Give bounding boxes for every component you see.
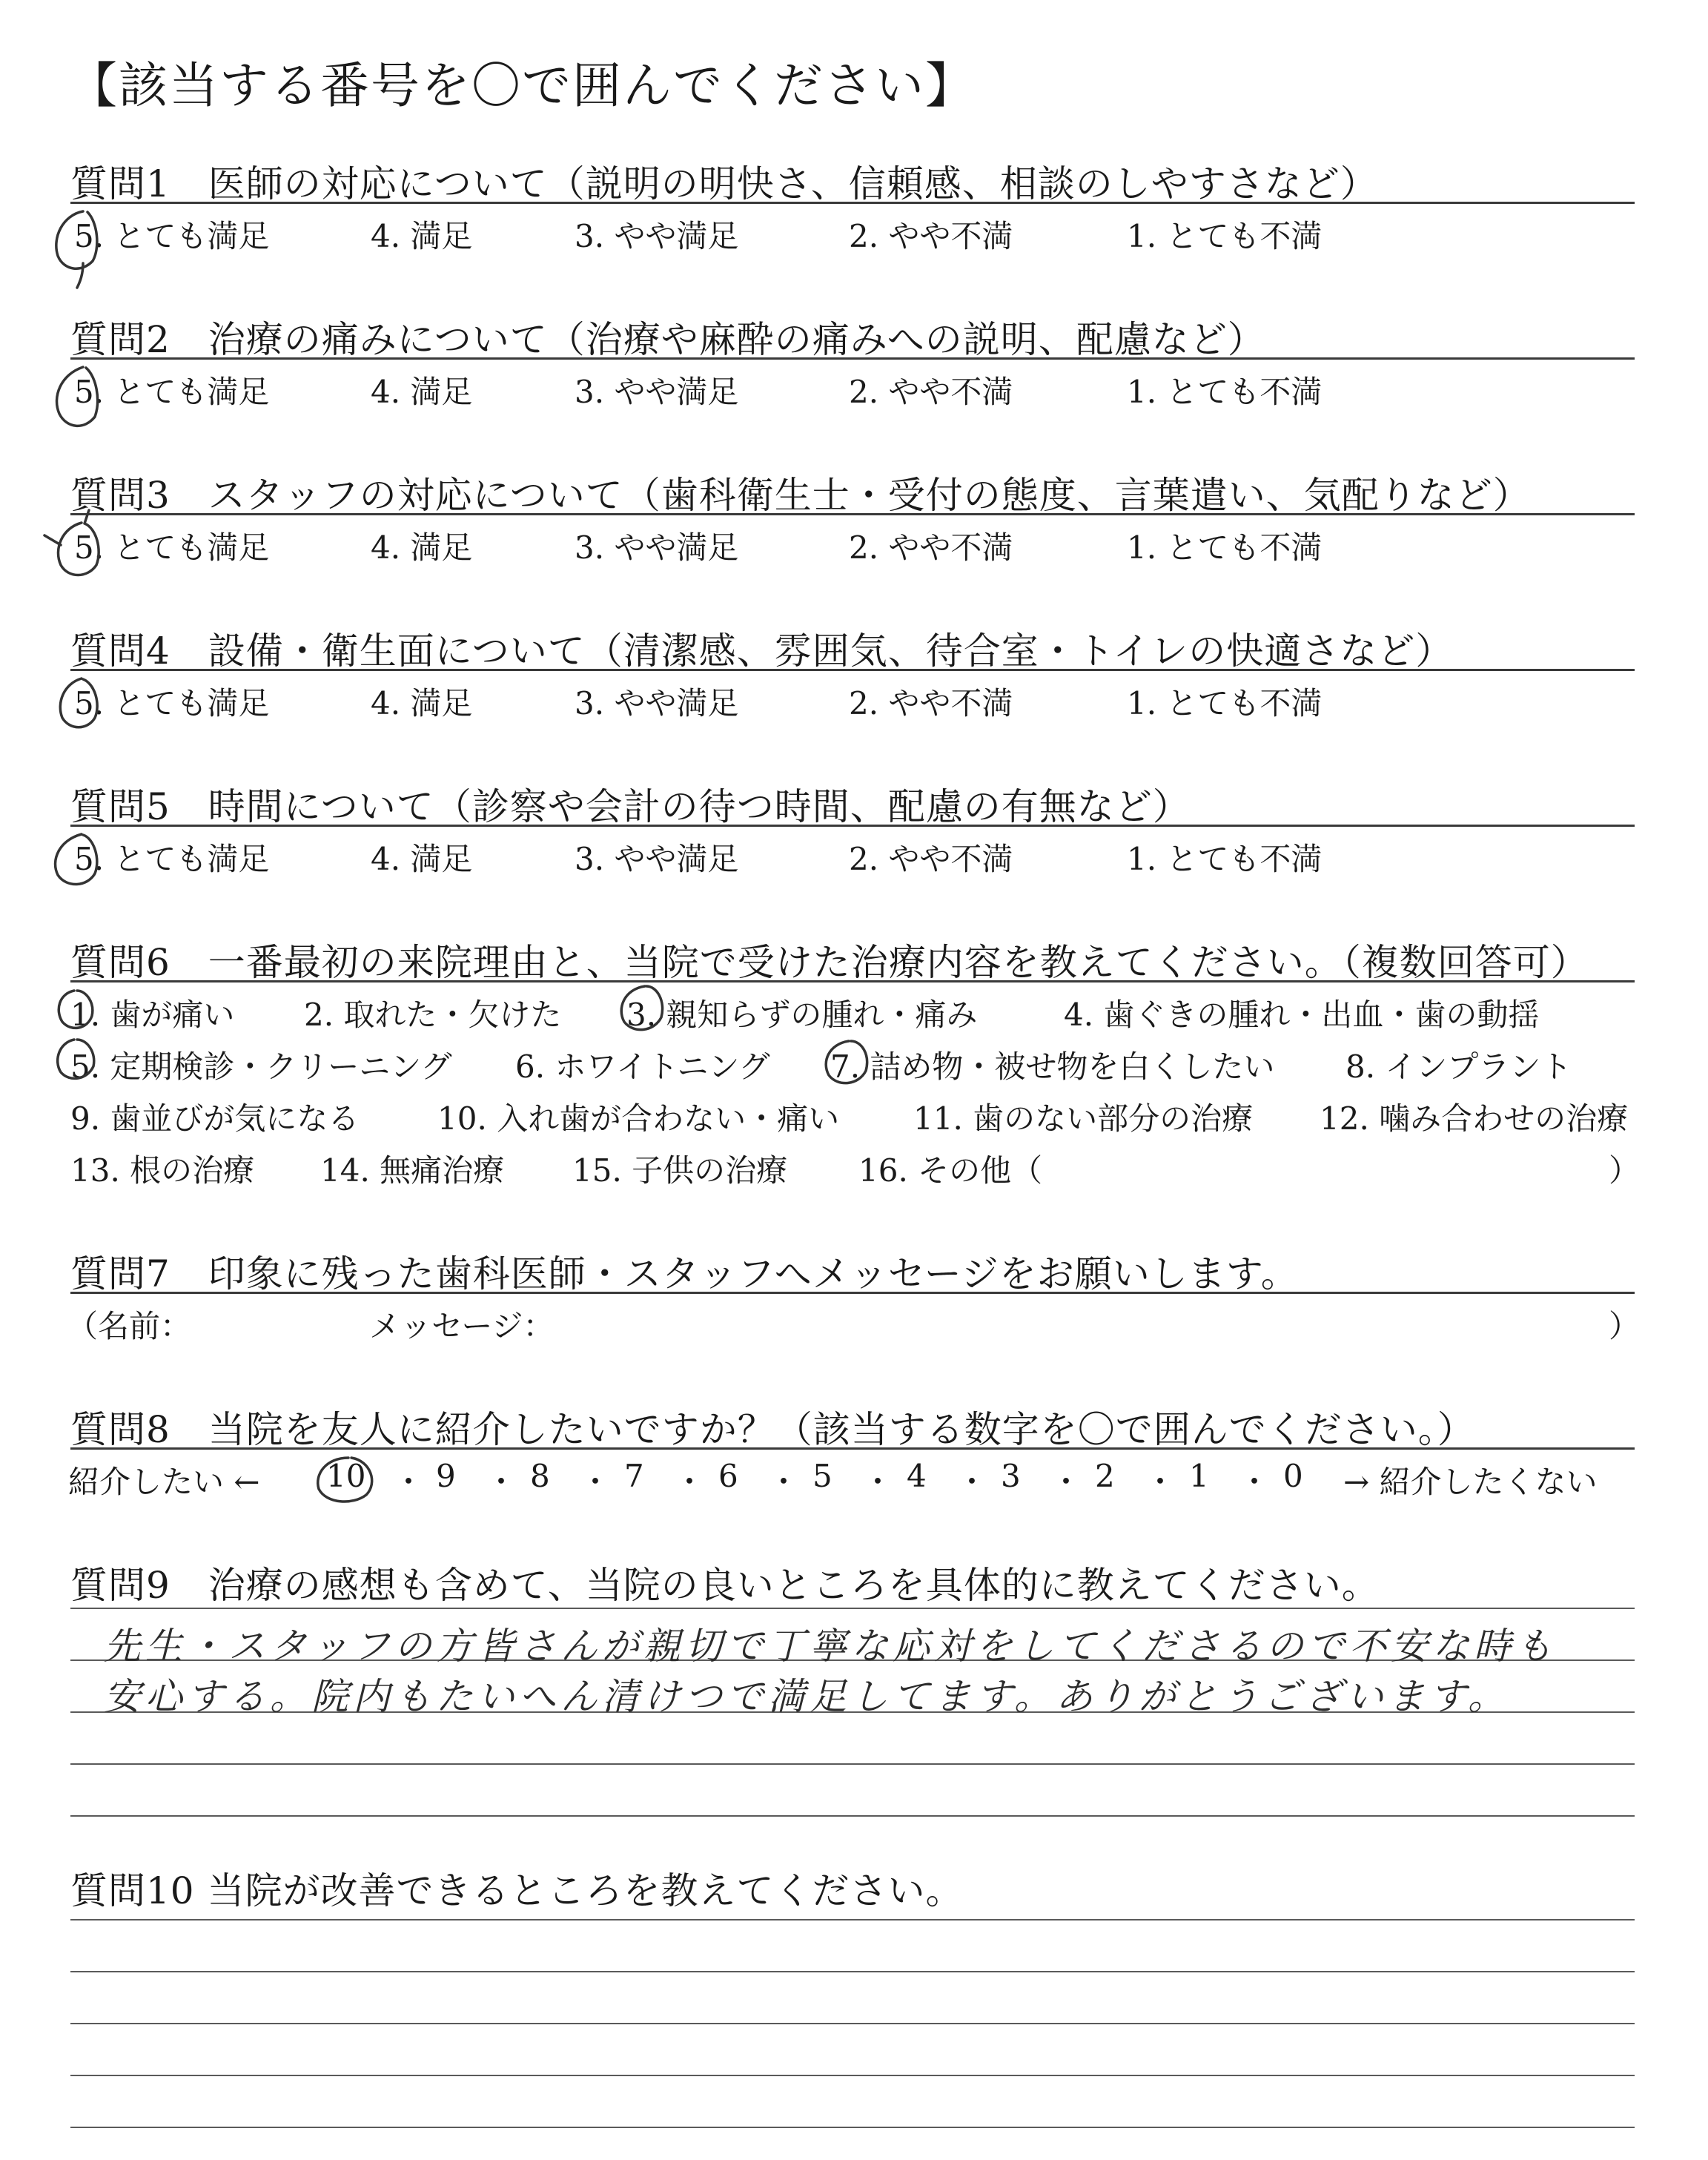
question-6-rule xyxy=(70,980,1635,982)
q2-option-4[interactable]: 4. 満足 xyxy=(371,374,473,410)
q4-option-1[interactable]: 1. とても不満 xyxy=(1127,685,1323,721)
q3-option-2[interactable]: 2. やや不満 xyxy=(849,529,1013,566)
q6-option-12[interactable]: 12. 噛み合わせの治療 xyxy=(1320,1100,1629,1137)
question-9-title: 質問9 治療の感想も含めて、当院の良いところを具体的に教えてください。 xyxy=(70,1564,1380,1607)
q6-option-7[interactable]: 7. 詰め物・被せ物を白くしたい xyxy=(830,1048,1275,1085)
q10-line-5 xyxy=(70,2127,1635,2128)
q2-option-1[interactable]: 1. とても不満 xyxy=(1127,374,1323,410)
q4-option-3[interactable]: 3. やや満足 xyxy=(575,685,739,721)
q9-answer-line-2[interactable]: 安心する。院内もたいへん清けつで満足してます。ありがとうございます。 xyxy=(104,1675,1509,1718)
form-header: 【該当する番号を〇で囲んでください】 xyxy=(68,57,976,114)
q8-score-2[interactable]: 2 xyxy=(1095,1458,1115,1494)
q6-other-close-paren: ） xyxy=(1609,1152,1641,1189)
question-4-rule xyxy=(70,669,1635,671)
q8-score-4[interactable]: 4 xyxy=(907,1458,927,1494)
question-2-rule xyxy=(70,357,1635,360)
q6-option-8[interactable]: 8. インプラント xyxy=(1345,1048,1572,1085)
q6-option-15[interactable]: 15. 子供の治療 xyxy=(572,1152,788,1189)
q10-line-4 xyxy=(70,2075,1635,2076)
question-10-title: 質問10 当院が改善できるところを教えてください。 xyxy=(70,1869,964,1912)
q2-option-2[interactable]: 2. やや不満 xyxy=(849,374,1013,410)
q5-option-4[interactable]: 4. 満足 xyxy=(371,841,473,877)
q6-option-10[interactable]: 10. 入れ歯が合わない・痛い xyxy=(437,1100,840,1137)
q1-option-2[interactable]: 2. やや不満 xyxy=(849,218,1013,254)
q10-line-2 xyxy=(70,1971,1635,1972)
question-8-title: 質問8 当院を友人に紹介したいですか？（該当する数字を〇で囲んでください。） xyxy=(70,1408,1475,1451)
q3-option-5[interactable]: 5. とても満足 xyxy=(74,529,270,566)
q9-line-5 xyxy=(70,1815,1635,1817)
q5-option-5[interactable]: 5. とても満足 xyxy=(74,841,270,877)
q6-option-14[interactable]: 14. 無痛治療 xyxy=(320,1152,505,1189)
q8-score-9[interactable]: 9 xyxy=(436,1458,456,1494)
q2-option-3[interactable]: 3. やや満足 xyxy=(575,374,739,410)
question-7-title: 質問7 印象に残った歯科医師・スタッフへメッセージをお願いします。 xyxy=(70,1252,1299,1295)
q8-score-1[interactable]: 1 xyxy=(1189,1458,1209,1494)
q1-option-4[interactable]: 4. 満足 xyxy=(371,218,473,254)
q3-option-3[interactable]: 3. やや満足 xyxy=(575,529,739,566)
question-1-rule xyxy=(70,202,1635,204)
q3-option-1[interactable]: 1. とても不満 xyxy=(1127,529,1323,566)
q8-dot: ・ xyxy=(1239,1464,1271,1500)
q6-option-11[interactable]: 11. 歯のない部分の治療 xyxy=(913,1100,1254,1137)
question-3-rule xyxy=(70,513,1635,515)
q9-line-1 xyxy=(70,1608,1635,1609)
q6-option-3[interactable]: 3. 親知らずの腫れ・痛み xyxy=(626,997,978,1033)
q8-dot: ・ xyxy=(1050,1464,1082,1500)
question-5-rule xyxy=(70,825,1635,827)
question-7-rule xyxy=(70,1292,1635,1294)
q6-option-9[interactable]: 9. 歯並びが気になる xyxy=(70,1100,360,1137)
q8-dot: ・ xyxy=(674,1464,706,1500)
q8-dot: ・ xyxy=(486,1464,517,1500)
q8-dot: ・ xyxy=(1145,1464,1176,1500)
q10-line-3 xyxy=(70,2023,1635,2024)
q7-message-label[interactable]: メッセージ： xyxy=(369,1308,555,1344)
q4-option-5[interactable]: 5. とても満足 xyxy=(74,685,270,721)
q8-right-label: → 紹介したくない xyxy=(1343,1464,1598,1500)
question-5-title: 質問5 時間について（診察や会計の待つ時間、配慮の有無など） xyxy=(70,785,1191,828)
q8-dot: ・ xyxy=(768,1464,800,1500)
q6-option-4[interactable]: 4. 歯ぐきの腫れ・出血・歯の動揺 xyxy=(1064,997,1540,1033)
q8-score-10[interactable]: 10 xyxy=(326,1458,366,1494)
question-3-title: 質問3 スタッフの対応について（歯科衛生士・受付の態度、言葉遣い、気配りなど） xyxy=(70,474,1531,517)
q5-option-2[interactable]: 2. やや不満 xyxy=(849,841,1013,877)
q5-option-1[interactable]: 1. とても不満 xyxy=(1127,841,1323,877)
question-8-rule xyxy=(70,1447,1635,1450)
q6-option-5[interactable]: 5. 定期検診・クリーニング xyxy=(70,1048,452,1085)
q6-option-6[interactable]: 6. ホワイトニング xyxy=(515,1048,770,1085)
q9-answer-line-1[interactable]: 先生・スタッフの方皆さんが親切で丁寧な応対をしてくださるので不安な時も xyxy=(104,1625,1557,1668)
q8-score-6[interactable]: 6 xyxy=(718,1458,738,1494)
question-2-title: 質問2 治療の痛みについて（治療や麻酔の痛みへの説明、配慮など） xyxy=(70,318,1265,361)
q6-option-16[interactable]: 16. その他（ xyxy=(858,1152,1043,1189)
q8-left-label: 紹介したい ← xyxy=(68,1464,260,1500)
q8-score-3[interactable]: 3 xyxy=(1001,1458,1021,1494)
q2-option-5[interactable]: 5. とても満足 xyxy=(74,374,270,410)
q1-option-1[interactable]: 1. とても不満 xyxy=(1127,218,1323,254)
q3-option-4[interactable]: 4. 満足 xyxy=(371,529,473,566)
q7-name-label: （名前： xyxy=(67,1308,192,1344)
question-4-title: 質問4 設備・衛生面について（清潔感、雰囲気、待合室・トイレの快適さなど） xyxy=(70,630,1454,673)
q5-option-3[interactable]: 3. やや満足 xyxy=(575,841,739,877)
q8-dot: ・ xyxy=(393,1464,425,1500)
q6-option-2[interactable]: 2. 取れた・欠けた xyxy=(304,997,562,1033)
q10-line-1 xyxy=(70,1919,1635,1920)
q8-score-8[interactable]: 8 xyxy=(530,1458,550,1494)
question-6-title: 質問6 一番最初の来院理由と、当院で受けた治療内容を教えてください。（複数回答可） xyxy=(70,941,1589,984)
q4-option-4[interactable]: 4. 満足 xyxy=(371,685,473,721)
question-1-title: 質問1 医師の対応について（説明の明快さ、信頼感、相談のしやすさなど） xyxy=(70,162,1378,205)
q6-option-13[interactable]: 13. 根の治療 xyxy=(70,1152,255,1189)
q8-dot: ・ xyxy=(580,1464,612,1500)
q8-dot: ・ xyxy=(956,1464,988,1500)
q8-dot: ・ xyxy=(862,1464,894,1500)
q6-option-1[interactable]: 1. 歯が痛い xyxy=(70,997,235,1033)
q1-option-3[interactable]: 3. やや満足 xyxy=(575,218,739,254)
q7-close-paren: ） xyxy=(1609,1308,1641,1344)
q8-score-7[interactable]: 7 xyxy=(624,1458,644,1494)
q9-line-4 xyxy=(70,1763,1635,1765)
q1-option-5[interactable]: 5. とても満足 xyxy=(74,218,270,254)
q8-score-0[interactable]: 0 xyxy=(1283,1458,1303,1494)
q8-score-5[interactable]: 5 xyxy=(812,1458,833,1494)
q4-option-2[interactable]: 2. やや不満 xyxy=(849,685,1013,721)
